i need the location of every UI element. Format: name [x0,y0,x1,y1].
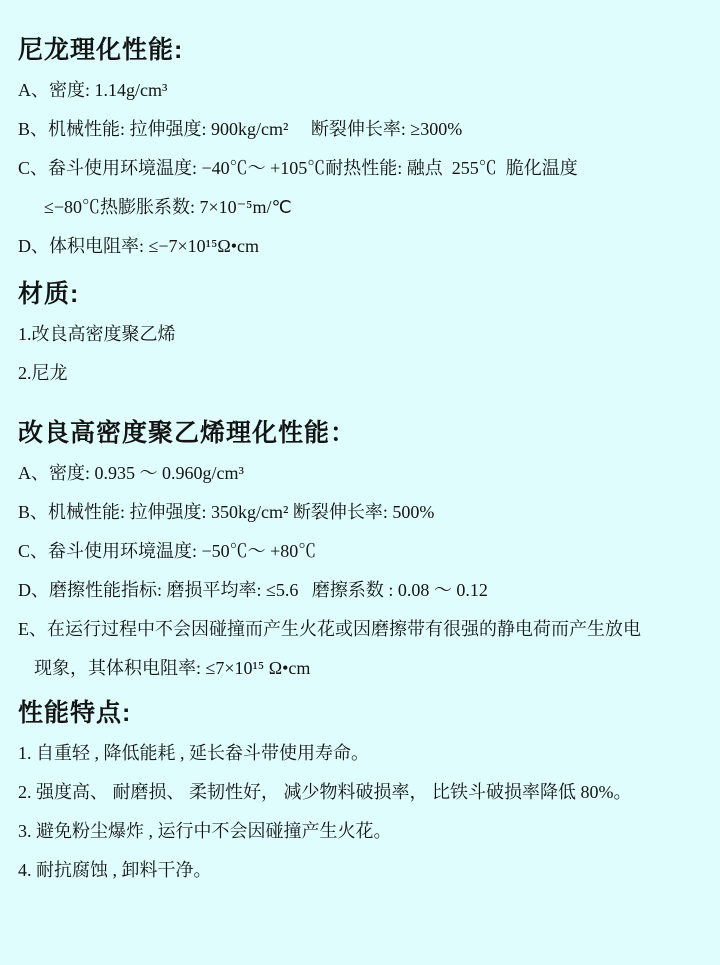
list-item-feature-no-spark: 3. 避免粉尘爆炸 , 运行中不会因碰撞产生火花。 [18,821,392,841]
section-title-features: 性能特点: [18,699,132,727]
list-item-feature-lightweight: 1. 自重轻 , 降低能耗 , 延长畚斗带使用寿命。 [18,743,369,763]
section-features [18,697,702,882]
spec-line-hdpe-temperature: C、畚斗使用环境温度: −50℃～ +80℃ [18,541,317,561]
spec-line-hdpe-static-continued: 现象，其体积电阻率: ≤7×10¹⁵ Ω•cm [34,658,311,678]
list-item-feature-strength: 2. 强度高、 耐磨损、 柔韧性好， 减少物料破损率， 比铁斗破损率降低 80%。 [18,782,632,802]
spec-line-density: A、密度: 1.14g/cm³ [18,80,168,100]
spec-line-mechanical: B、机械性能: 拉伸强度: 900kg/cm² 断裂伸长率: ≥300% [18,119,463,139]
spec-line-temperature-continued: ≤−80℃热膨胀系数: 7×10⁻⁵m/℃ [44,197,292,217]
section-hdpe-properties [18,417,702,680]
list-item-feature-corrosion: 4. 耐抗腐蚀 , 卸料干净。 [18,860,212,880]
section-nylon-properties [18,34,702,258]
section-materials [18,278,702,385]
spec-line-hdpe-mechanical: B、机械性能: 拉伸强度: 350kg/cm² 断裂伸长率: 500% [18,502,435,522]
spec-line-temperature: C、畚斗使用环境温度: −40℃～ +105℃耐热性能: 融点 255℃ 脆化温度 [18,158,578,178]
list-item-material-nylon: 2.尼龙 [18,363,68,383]
spec-line-hdpe-friction: D、磨擦性能指标: 磨损平均率: ≤5.6 磨擦系数 : 0.08 ～ 0.12 [18,580,488,600]
spec-line-hdpe-static: E、在运行过程中不会因碰撞而产生火花或因磨擦带有很强的静电荷而产生放电 [18,619,641,639]
spec-line-hdpe-density: A、密度: 0.935 ～ 0.960g/cm³ [18,463,244,483]
spec-line-volume-resistivity: D、体积电阻率: ≤−7×10¹⁵Ω•cm [18,236,260,256]
section-title-materials: 材质: [18,280,80,308]
section-title-hdpe-properties: 改良高密度聚乙烯理化性能： [18,419,357,447]
section-title-nylon-properties: 尼龙理化性能: [18,36,184,64]
list-item-material-hdpe: 1.改良高密度聚乙烯 [18,324,176,344]
